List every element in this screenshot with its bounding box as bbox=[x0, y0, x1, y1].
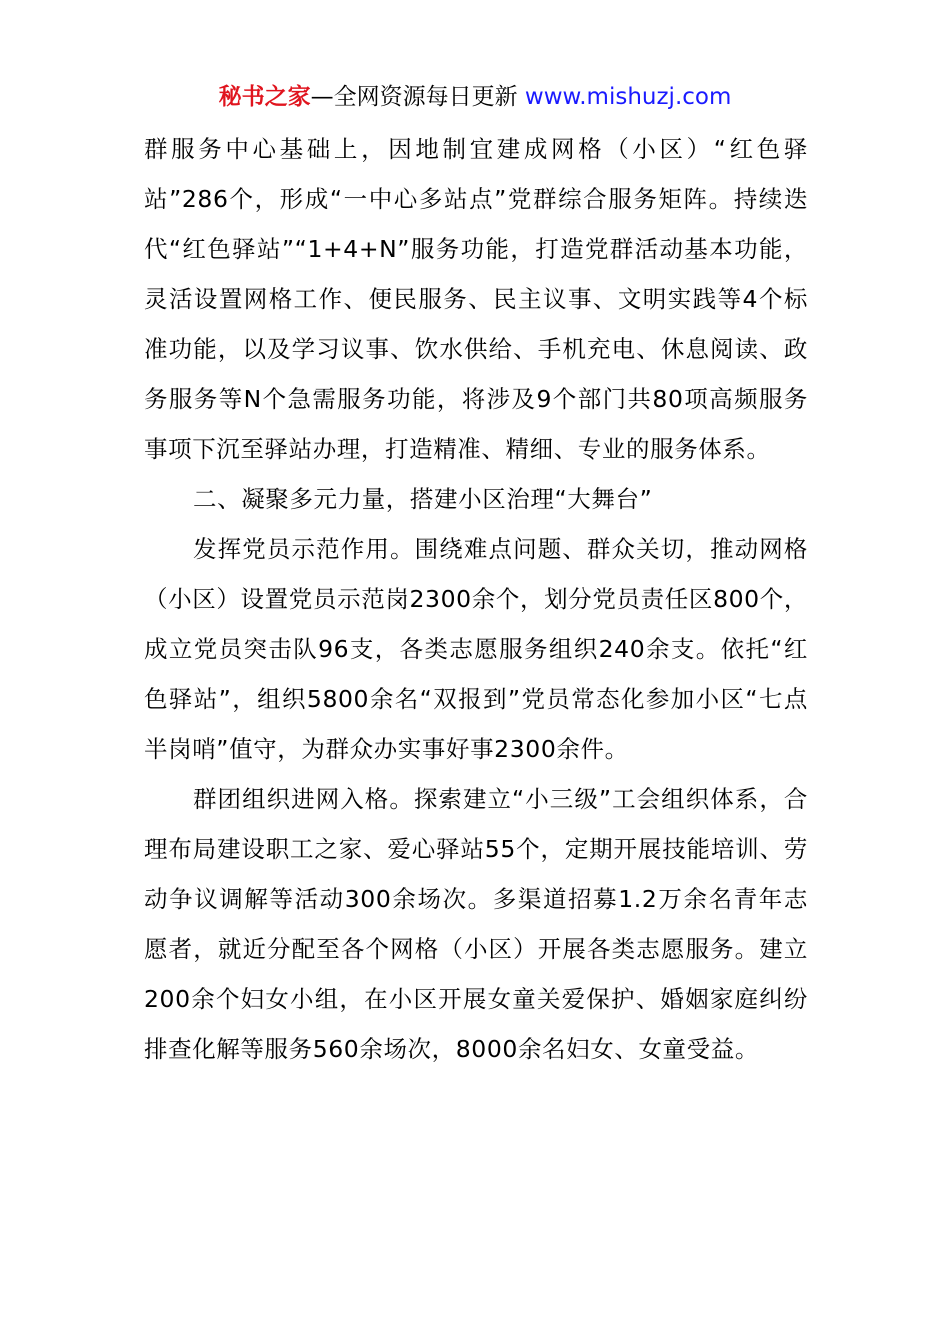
section-heading: 二、凝聚多元力量，搭建小区治理“大舞台” bbox=[193, 485, 653, 513]
site-brand: 秘书之家 bbox=[218, 84, 311, 110]
paragraph-party-members: 发挥党员示范作用。围绕难点问题、群众关切，推动网格（小区）设置党员示范岗2300余个，划分党员责任区800个，成立党员突击队96支，各类志愿服务组织240余支。依托“红色驿站”，组织5800余名“双报到”党员常态化参加小区“七点半岗哨”值守，为群众办实事好事2300余件。 bbox=[144, 535, 808, 763]
site-tagline: —全网资源每日更新 bbox=[310, 84, 518, 110]
site-header bbox=[0, 80, 950, 114]
site-url-link[interactable]: www.mishuzj.com bbox=[524, 84, 732, 110]
paragraph-mass-organizations: 群团组织进网入格。探索建立“小三级”工会组织体系，合理布局建设职工之家、爱心驿站55个，定期开展技能培训、劳动争议调解等活动300余场次。多渠道招募1.2万余名青年志愿者，就近分配至各个网格（小区）开展各类志愿服务。建立200余个妇女小组，在小区开展女童关爱保护、婚姻家庭纠纷排查化解等服务560余场次，8000余名妇女、女童受益。 bbox=[144, 785, 808, 1063]
document-body bbox=[144, 124, 808, 1074]
paragraph-continuation: 群服务中心基础上，因地制宜建成网格（小区）“红色驿站”286个，形成“一中心多站点”党群综合服务矩阵。持续迭代“红色驿站”“1+4+N”服务功能，打造党群活动基本功能，灵活设置网格工作、便民服务、民主议事、文明实践等4个标准功能，以及学习议事、饮水供给、手机充电、休息阅读、政务服务等N个急需服务功能，将涉及9个部门共80项高频服务事项下沉至驿站办理，打造精准、精细、专业的服务体系。 bbox=[144, 135, 808, 463]
